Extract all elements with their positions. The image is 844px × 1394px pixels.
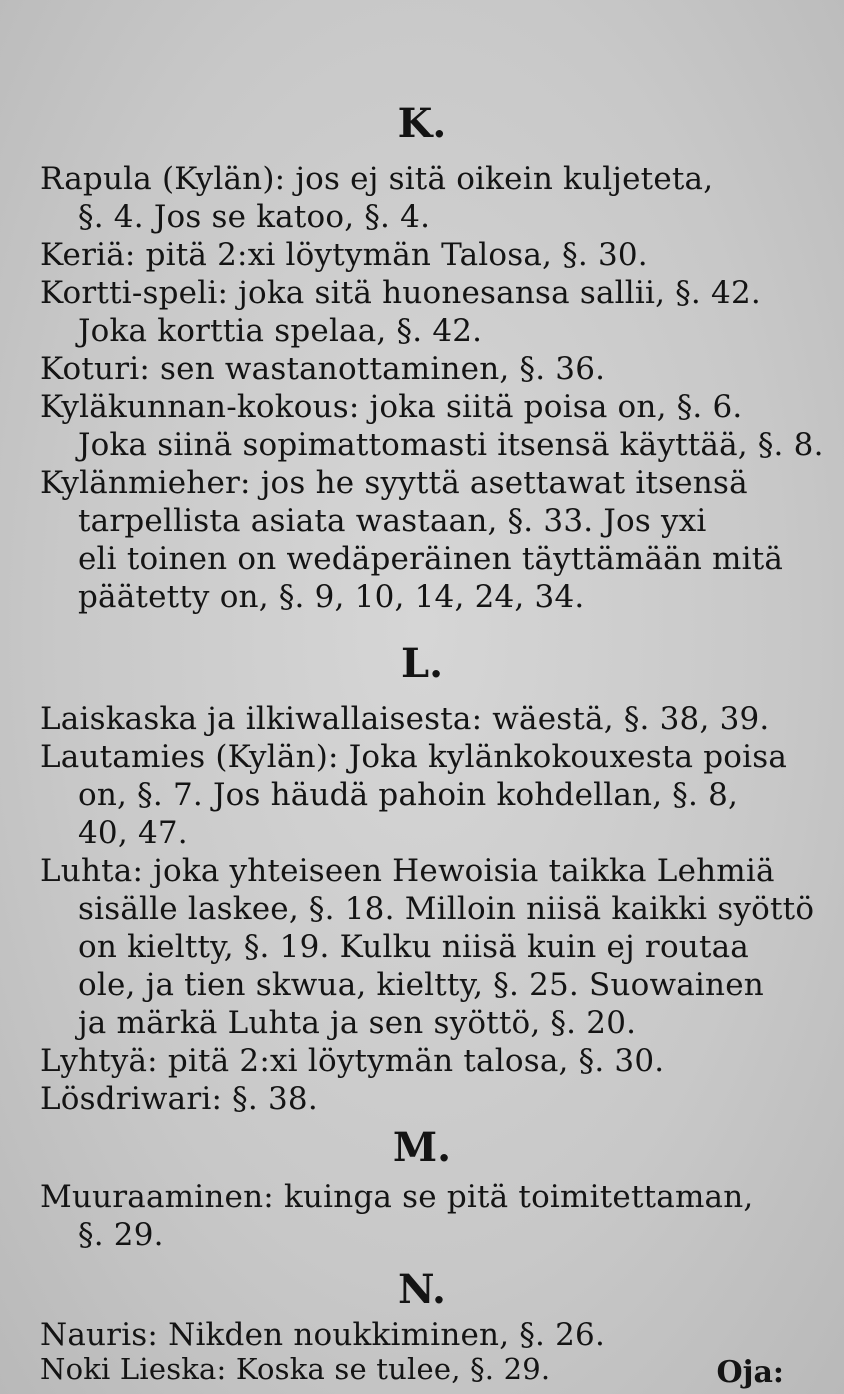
section-heading-l: L. <box>400 640 444 687</box>
index-entry-kylanmieher-continued-2: eli toinen on wedäperäinen täyttämään mitä <box>78 541 784 577</box>
index-entry-keria: Keriä: pitä 2:xi löytymän Talosa, §. 30. <box>40 237 648 273</box>
catchword: Oja: <box>716 1355 784 1390</box>
index-entry-luhta-continued-4: ja märkä Luhta ja sen syöttö, §. 20. <box>78 1005 637 1041</box>
index-entry-lautamies-continued-2: 40, 47. <box>78 815 188 851</box>
index-entry-rapula-continued: §. 4. Jos se katoo, §. 4. <box>78 199 431 235</box>
index-entry-luhta: Luhta: joka yhteiseen Hewoisia taikka Lehmiä <box>40 853 775 889</box>
index-entry-kylanmieher-continued-3: päätetty on, §. 9, 10, 14, 24, 34. <box>78 579 585 615</box>
index-entry-lautamies-continued-1: on, §. 7. Jos häudä pahoin kohdellan, §. 8, <box>78 777 739 813</box>
index-entry-kortti-speli-continued: Joka korttia spelaa, §. 42. <box>78 313 483 349</box>
index-entry-luhta-continued-2: on kieltty, §. 19. Kulku niisä kuin ej routaa <box>78 929 749 965</box>
index-entry-rapula: Rapula (Kylän): jos ej sitä oikein kuljeteta, <box>40 161 714 197</box>
index-entry-laiskaska: Laiskaska ja ilkiwallaisesta: wäestä, §. 38, 39. <box>40 701 770 737</box>
index-entry-luhta-continued-3: ole, ja tien skwua, kieltty, §. 25. Suowainen <box>78 967 764 1003</box>
index-entry-kylanmieher: Kylänmieher: jos he syyttä asettawat itsensä <box>40 465 748 501</box>
index-entry-kylakunnan-kokous: Kyläkunnan-kokous: joka siitä poisa on, §. 6. <box>40 389 743 425</box>
section-heading-m: M. <box>392 1124 452 1171</box>
index-entry-losdriwari: Lösdriwari: §. 38. <box>40 1081 318 1117</box>
index-entry-muuraaminen: Muuraaminen: kuinga se pitä toimitettaman, <box>40 1179 754 1215</box>
index-entry-kortti-speli: Kortti-speli: joka sitä huonesansa sallii, §. 42. <box>40 275 761 311</box>
index-entry-kylakunnan-kokous-continued: Joka siinä sopimattomasti itsensä käyttää, §. 8. <box>78 427 824 463</box>
index-entry-noki-lieska: Noki Lieska: Koska se tulee, §. 29. <box>40 1352 551 1386</box>
index-entry-lyhtya: Lyhtyä: pitä 2:xi löytymän talosa, §. 30. <box>40 1043 665 1079</box>
index-entry-kylanmieher-continued-1: tarpellista asiata wastaan, §. 33. Jos yxi <box>78 503 707 539</box>
section-heading-n: N. <box>398 1266 446 1313</box>
index-entry-muuraaminen-continued: §. 29. <box>78 1217 164 1253</box>
index-entry-koturi: Koturi: sen wastanottaminen, §. 36. <box>40 351 606 387</box>
index-entry-lautamies: Lautamies (Kylän): Joka kylänkokouxesta poisa <box>40 739 788 775</box>
index-entry-nauris: Nauris: Nikden noukkiminen, §. 26. <box>40 1317 606 1353</box>
index-entry-luhta-continued-1: sisälle laskee, §. 18. Milloin niisä kaikki syöttö <box>78 891 815 927</box>
section-heading-k: K. <box>397 100 447 147</box>
